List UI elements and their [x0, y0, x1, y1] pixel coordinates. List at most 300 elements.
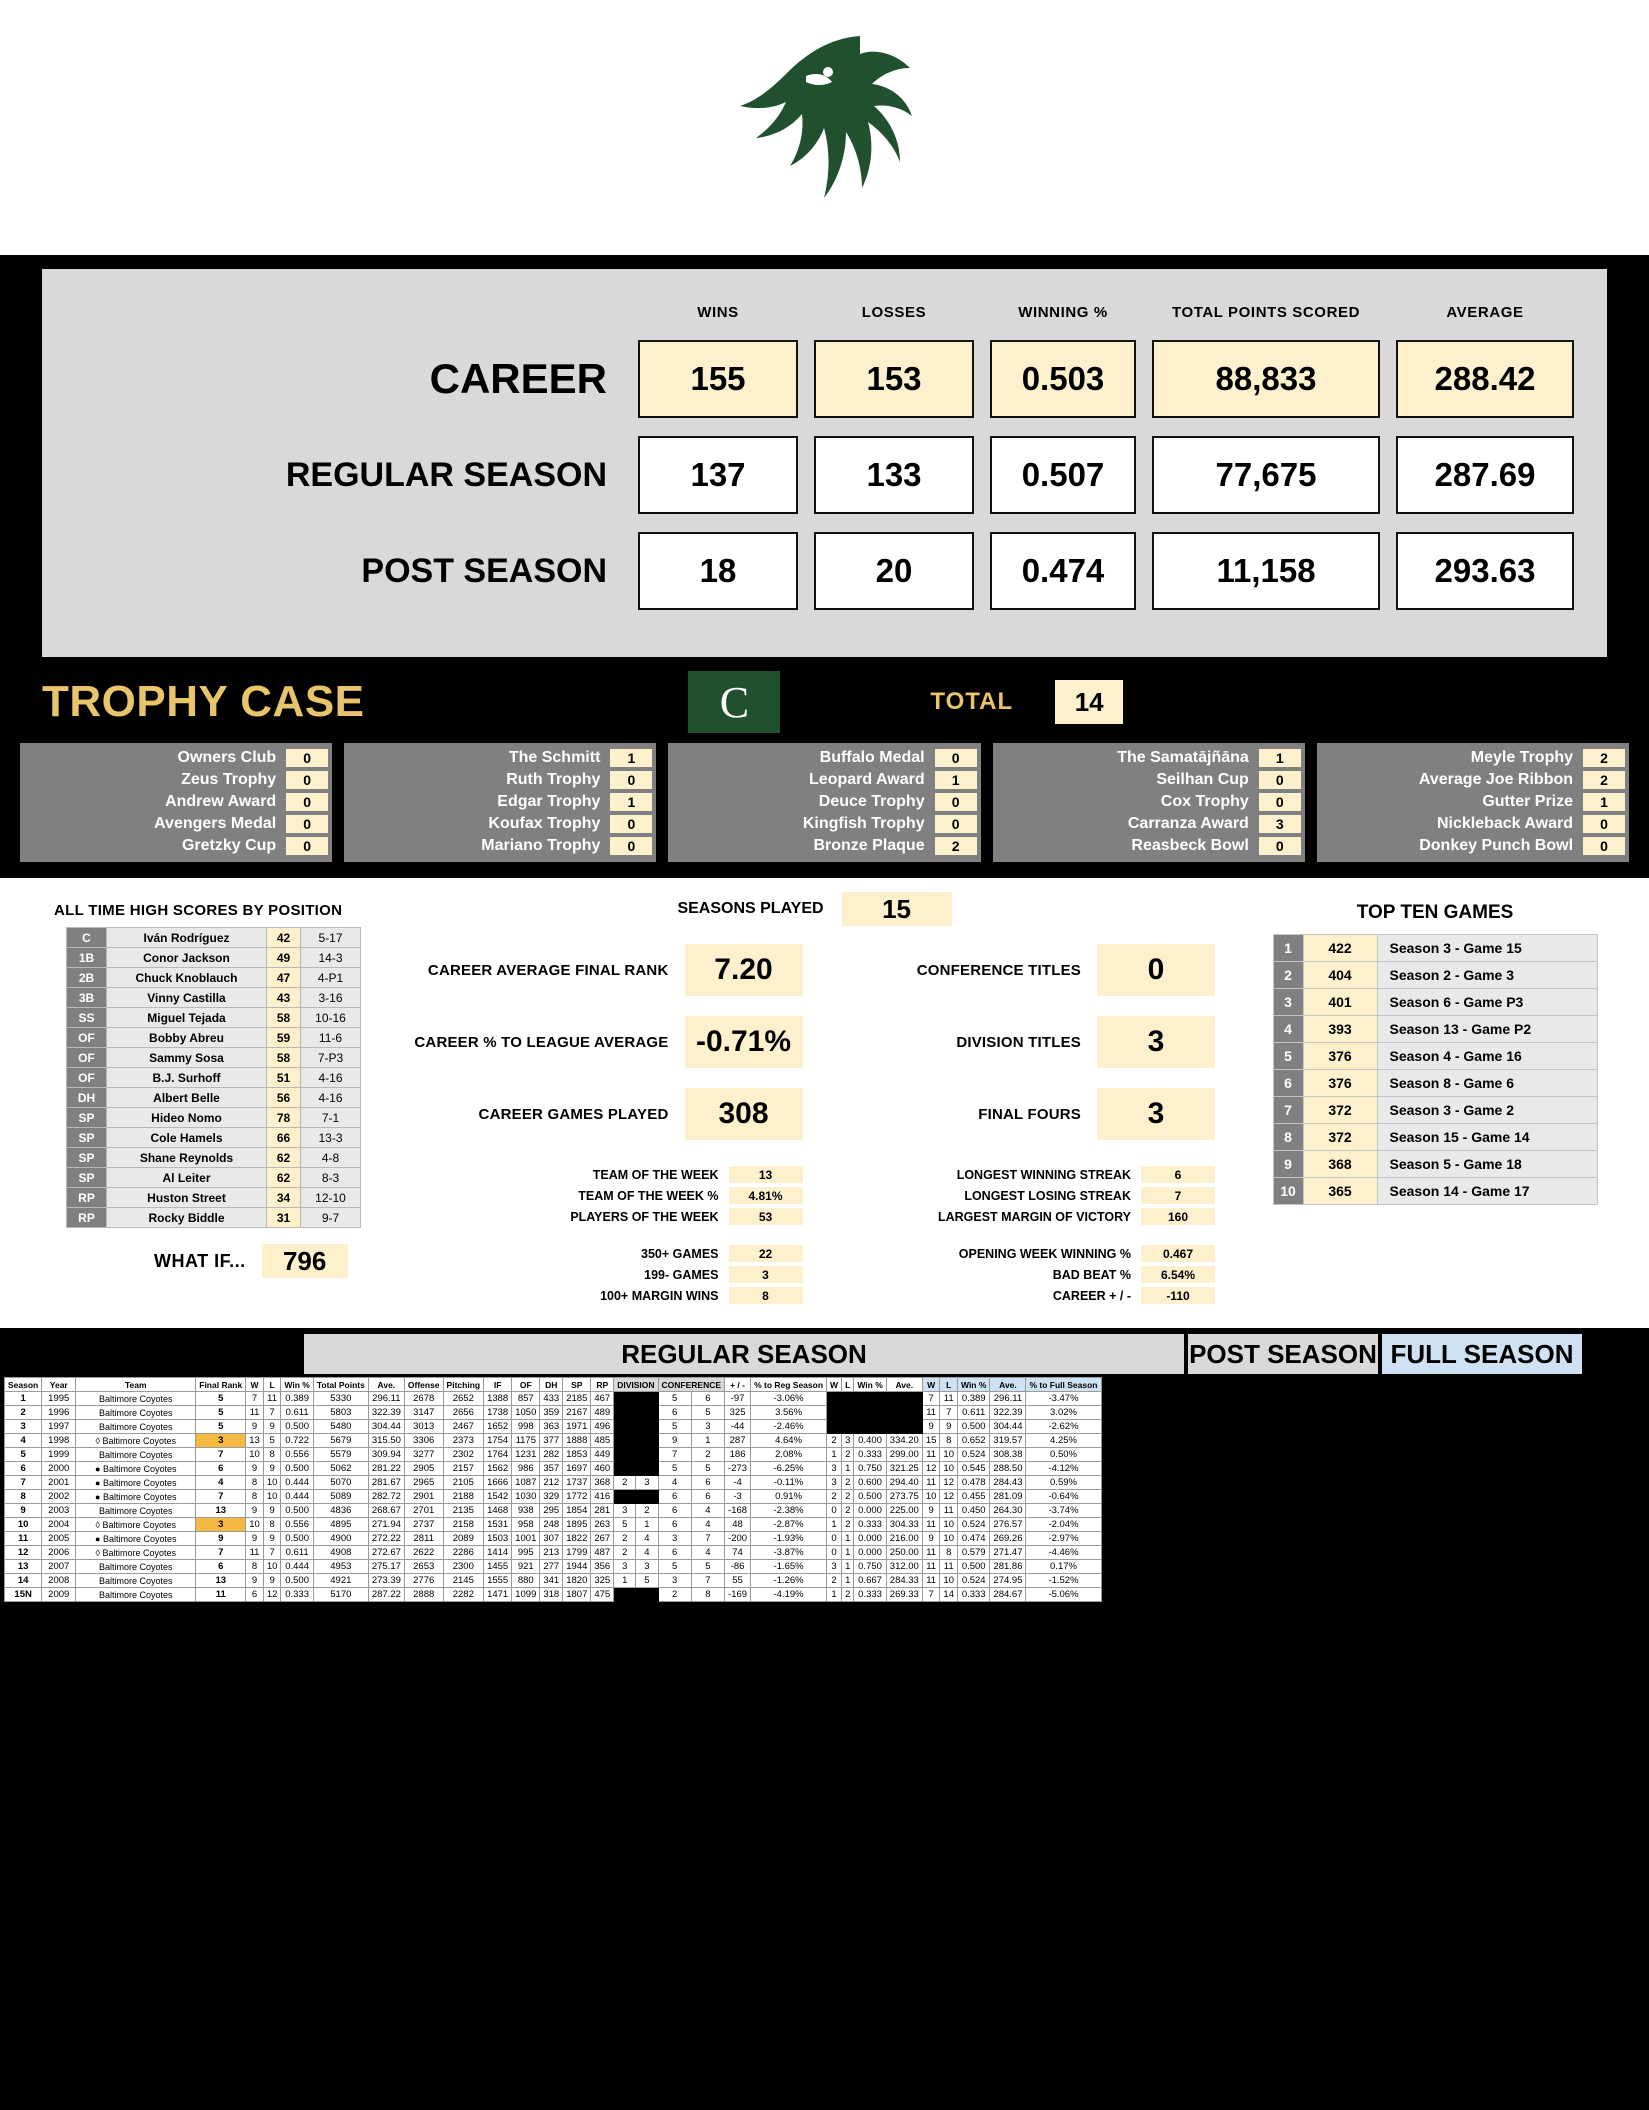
fs-winpct-cell: 0.500: [958, 1560, 990, 1574]
trophy-value: 0: [1583, 815, 1625, 833]
final-rank-cell: 7: [196, 1546, 246, 1560]
sp-cell: 1971: [563, 1420, 591, 1434]
div-losses-cell: [636, 1392, 658, 1406]
conf-wins-cell: 9: [658, 1434, 691, 1448]
div-losses-cell: 4: [636, 1546, 658, 1560]
table-row: [67, 1088, 361, 1108]
player-cell: Rocky Biddle: [107, 1208, 267, 1228]
fs-losses-cell: 12: [940, 1476, 958, 1490]
rank-cell: 9: [1273, 1151, 1303, 1178]
trophy-label: Deuce Trophy: [818, 793, 925, 810]
plus-minus-cell: -44: [725, 1420, 751, 1434]
rank-cell: 5: [1273, 1043, 1303, 1070]
trophy-value: 0: [610, 837, 652, 855]
offense-cell: 3013: [404, 1420, 443, 1434]
sp-cell: 1772: [563, 1490, 591, 1504]
th-rs-ave: Ave.: [368, 1378, 404, 1392]
regular-season-row: [74, 435, 1575, 515]
position-cell: 3B: [67, 988, 107, 1008]
ps-losses-cell: 2: [842, 1476, 854, 1490]
rs-ave-cell: 272.67: [368, 1546, 404, 1560]
mini-label: LONGEST LOSING STREAK: [964, 1188, 1131, 1203]
div-losses-cell: 5: [636, 1574, 658, 1588]
career-average: 288.42: [1396, 340, 1574, 418]
conf-losses-cell: 6: [691, 1490, 724, 1504]
rs-losses-cell: 9: [263, 1420, 281, 1434]
fs-losses-cell: 8: [940, 1434, 958, 1448]
top-ten-table: [1273, 934, 1598, 1205]
year-cell: 2009: [42, 1588, 76, 1602]
rs-wins-cell: 13: [246, 1434, 264, 1448]
trophy-value: 0: [286, 771, 328, 789]
trophy-item: [993, 835, 1305, 857]
rs-winpct-cell: 0.444: [281, 1476, 313, 1490]
dh-cell: 295: [540, 1504, 563, 1518]
ps-losses-cell: 2: [842, 1504, 854, 1518]
table-row: [5, 1476, 1102, 1490]
score-cell: 62: [267, 1168, 301, 1188]
pct-to-full-cell: -2.97%: [1026, 1532, 1101, 1546]
kpi-career-pct-to-league-average: [414, 1016, 803, 1068]
conf-wins-cell: 7: [658, 1448, 691, 1462]
mini-value: 6: [1141, 1166, 1215, 1183]
pct-to-reg-cell: -3.87%: [751, 1546, 827, 1560]
score-cell: 49: [267, 948, 301, 968]
ps-winpct-cell: 0.750: [854, 1462, 886, 1476]
offense-cell: 2776: [404, 1574, 443, 1588]
trophy-item: [668, 791, 980, 813]
rs-total-points-cell: 5062: [313, 1462, 368, 1476]
when-cell: 9-7: [301, 1208, 361, 1228]
mini-label: 100+ MARGIN WINS: [600, 1288, 719, 1303]
season-cell: 6: [5, 1462, 42, 1476]
sp-cell: 1888: [563, 1434, 591, 1448]
div-losses-cell: 3: [636, 1560, 658, 1574]
score-cell: 372: [1303, 1124, 1377, 1151]
pitching-cell: 2300: [443, 1560, 484, 1574]
trophy-item: [344, 813, 656, 835]
fs-ave-cell: 284.67: [990, 1588, 1026, 1602]
of-cell: 938: [512, 1504, 540, 1518]
table-row: [5, 1448, 1102, 1462]
ps-wins-cell: 3: [827, 1462, 842, 1476]
mini-value: 4.81%: [729, 1187, 803, 1204]
fs-losses-cell: 10: [940, 1532, 958, 1546]
conf-losses-cell: 1: [691, 1434, 724, 1448]
table-row: [67, 1188, 361, 1208]
table-row: [5, 1406, 1102, 1420]
when-cell: 3-16: [301, 988, 361, 1008]
post-win-pct: 0.474: [990, 532, 1136, 610]
rank-cell: 8: [1273, 1124, 1303, 1151]
rs-losses-cell: 8: [263, 1448, 281, 1462]
th-team: Team: [76, 1378, 196, 1392]
mini-stat-career-plus-minus: [827, 1287, 1216, 1304]
ps-ave-cell: 269.33: [886, 1588, 922, 1602]
player-cell: Miguel Tejada: [107, 1008, 267, 1028]
final-rank-cell: 11: [196, 1588, 246, 1602]
plus-minus-cell: 48: [725, 1518, 751, 1532]
th-fs-winpct: Win %: [958, 1378, 990, 1392]
trophy-label: Ruth Trophy: [506, 771, 601, 788]
of-cell: 1050: [512, 1406, 540, 1420]
th-pct-to-full: % to Full Season: [1026, 1378, 1101, 1392]
ps-losses-cell: 1: [842, 1560, 854, 1574]
final-rank-cell: 5: [196, 1392, 246, 1406]
kpi-division-titles: [827, 1016, 1216, 1068]
rs-losses-cell: 9: [263, 1532, 281, 1546]
ps-ave-cell: 273.75: [886, 1490, 922, 1504]
mini-value: 160: [1141, 1208, 1215, 1225]
trophy-value: 0: [286, 749, 328, 767]
fs-wins-cell: 12: [922, 1462, 940, 1476]
div-losses-cell: 2: [636, 1504, 658, 1518]
conf-wins-cell: 3: [658, 1532, 691, 1546]
ps-ave-cell: 321.25: [886, 1462, 922, 1476]
rs-winpct-cell: 0.389: [281, 1392, 313, 1406]
div-losses-cell: 3: [636, 1476, 658, 1490]
trophy-value: 2: [1583, 749, 1625, 767]
trophy-label: Cox Trophy: [1160, 793, 1249, 810]
trophy-item: [20, 813, 332, 835]
trophy-label: Leopard Award: [809, 771, 925, 788]
fs-ave-cell: 269.26: [990, 1532, 1026, 1546]
trophy-item: [993, 813, 1305, 835]
score-cell: 422: [1303, 935, 1377, 962]
rs-wins-cell: 11: [246, 1406, 264, 1420]
rs-wins-cell: 7: [246, 1392, 264, 1406]
mini-stats-grid: [414, 1166, 1215, 1304]
trophy-value: 3: [1259, 815, 1301, 833]
score-cell: 42: [267, 928, 301, 948]
pitching-cell: 2373: [443, 1434, 484, 1448]
rs-losses-cell: 9: [263, 1504, 281, 1518]
fs-wins-cell: 11: [922, 1518, 940, 1532]
fs-winpct-cell: 0.545: [958, 1462, 990, 1476]
rank-cell: 2: [1273, 962, 1303, 989]
plus-minus-cell: -273: [725, 1462, 751, 1476]
ps-losses-cell: 2: [842, 1518, 854, 1532]
pitching-cell: 2188: [443, 1490, 484, 1504]
fs-wins-cell: 9: [922, 1532, 940, 1546]
rp-cell: 485: [591, 1434, 614, 1448]
pct-to-full-cell: -3.74%: [1026, 1504, 1101, 1518]
fs-losses-cell: 8: [940, 1546, 958, 1560]
th-dh: DH: [540, 1378, 563, 1392]
rp-cell: 325: [591, 1574, 614, 1588]
sp-cell: 1737: [563, 1476, 591, 1490]
trophy-label: Donkey Punch Bowl: [1419, 837, 1574, 854]
ps-losses-cell: [842, 1420, 854, 1434]
mini-label: TEAM OF THE WEEK: [592, 1167, 719, 1182]
conf-losses-cell: 5: [691, 1406, 724, 1420]
trophy-value: 1: [935, 771, 977, 789]
career-losses: 153: [814, 340, 974, 418]
team-cell: Baltimore Coyotes: [76, 1560, 196, 1574]
year-cell: 1998: [42, 1434, 76, 1448]
team-cell: ● Baltimore Coyotes: [76, 1476, 196, 1490]
sp-cell: 1697: [563, 1462, 591, 1476]
div-wins-cell: 2: [614, 1532, 636, 1546]
table-row: [1273, 1097, 1597, 1124]
table-row: [67, 1148, 361, 1168]
fs-winpct-cell: 0.500: [958, 1420, 990, 1434]
trophy-case-title: TROPHY CASE: [42, 677, 365, 726]
trophy-value: 0: [286, 815, 328, 833]
trophy-value: 0: [935, 815, 977, 833]
team-cell: Baltimore Coyotes: [76, 1504, 196, 1518]
mini-value: 13: [729, 1166, 803, 1183]
mini-stat-opening-week-winning-pct: [827, 1245, 1216, 1262]
of-cell: 958: [512, 1518, 540, 1532]
ps-losses-cell: 3: [842, 1434, 854, 1448]
dh-cell: 377: [540, 1434, 563, 1448]
year-cell: 1999: [42, 1448, 76, 1462]
ps-ave-cell: 250.00: [886, 1546, 922, 1560]
ps-losses-cell: 2: [842, 1448, 854, 1462]
plus-minus-cell: -3: [725, 1490, 751, 1504]
logo-band: [0, 0, 1649, 255]
score-cell: 66: [267, 1128, 301, 1148]
team-cell: Baltimore Coyotes: [76, 1392, 196, 1406]
rp-cell: 368: [591, 1476, 614, 1490]
mini-stat-team-of-the-week: [414, 1166, 803, 1183]
ps-wins-cell: [827, 1406, 842, 1420]
dh-cell: 329: [540, 1490, 563, 1504]
ps-wins-cell: [827, 1420, 842, 1434]
high-scores-title: ALL TIME HIGH SCORES BY POSITION: [54, 902, 343, 919]
trophy-label: Mariano Trophy: [481, 837, 601, 854]
season-history-table: [4, 1377, 1102, 1602]
offense-cell: 2888: [404, 1588, 443, 1602]
ps-winpct-cell: 0.400: [854, 1434, 886, 1448]
ps-winpct-cell: 0.000: [854, 1532, 886, 1546]
pct-to-reg-cell: -4.19%: [751, 1588, 827, 1602]
rs-losses-cell: 7: [263, 1406, 281, 1420]
ps-ave-cell: [886, 1392, 922, 1406]
fs-winpct-cell: 0.524: [958, 1448, 990, 1462]
kpi-value: 308: [685, 1088, 803, 1140]
div-wins-cell: 2: [614, 1476, 636, 1490]
pct-to-full-cell: -4.46%: [1026, 1546, 1101, 1560]
dh-cell: 212: [540, 1476, 563, 1490]
mini-stat-team-of-the-week-pct: [414, 1187, 803, 1204]
fs-losses-cell: 11: [940, 1560, 958, 1574]
rs-wins-cell: 8: [246, 1560, 264, 1574]
ps-ave-cell: [886, 1420, 922, 1434]
kpi-label: CAREER % TO LEAGUE AVERAGE: [414, 1033, 669, 1051]
rs-total-points-cell: 5803: [313, 1406, 368, 1420]
trophy-value: 0: [935, 793, 977, 811]
rp-cell: 460: [591, 1462, 614, 1476]
season-cell: 5: [5, 1448, 42, 1462]
trophy-label: Koufax Trophy: [488, 815, 601, 832]
rp-cell: 475: [591, 1588, 614, 1602]
trophy-label: The Samatājñāna: [1117, 749, 1249, 766]
plus-minus-cell: 55: [725, 1574, 751, 1588]
rs-winpct-cell: 0.556: [281, 1518, 313, 1532]
div-wins-cell: 3: [614, 1504, 636, 1518]
position-cell: OF: [67, 1028, 107, 1048]
rs-total-points-cell: 5330: [313, 1392, 368, 1406]
rp-cell: 281: [591, 1504, 614, 1518]
rs-wins-cell: 10: [246, 1518, 264, 1532]
season-cell: 9: [5, 1504, 42, 1518]
ps-ave-cell: 304.33: [886, 1518, 922, 1532]
pct-to-reg-cell: -1.26%: [751, 1574, 827, 1588]
score-cell: 47: [267, 968, 301, 988]
ps-wins-cell: 3: [827, 1476, 842, 1490]
trophy-label: Meyle Trophy: [1470, 749, 1574, 766]
final-rank-cell: 5: [196, 1406, 246, 1420]
when-cell: 12-10: [301, 1188, 361, 1208]
col-header-wins: WINS: [697, 304, 739, 321]
fs-wins-cell: 11: [922, 1448, 940, 1462]
pct-to-full-cell: 0.17%: [1026, 1560, 1101, 1574]
trophy-item: [20, 835, 332, 857]
when-cell: 14-3: [301, 948, 361, 968]
mini-value: 6.54%: [1141, 1266, 1215, 1283]
pct-to-full-cell: -2.62%: [1026, 1420, 1101, 1434]
final-rank-cell: 7: [196, 1490, 246, 1504]
fs-ave-cell: 304.44: [990, 1420, 1026, 1434]
mini-label: LARGEST MARGIN OF VICTORY: [937, 1209, 1131, 1224]
dh-cell: 282: [540, 1448, 563, 1462]
ps-losses-cell: 1: [842, 1532, 854, 1546]
mini-label: OPENING WEEK WINNING %: [958, 1246, 1131, 1261]
col-header-total-points: TOTAL POINTS SCORED: [1171, 304, 1361, 321]
team-cell: Baltimore Coyotes: [76, 1420, 196, 1434]
rs-losses-cell: 10: [263, 1476, 281, 1490]
conf-wins-cell: 2: [658, 1588, 691, 1602]
mini-label: TEAM OF THE WEEK %: [578, 1188, 719, 1203]
ps-wins-cell: [827, 1392, 842, 1406]
when-cell: 4-16: [301, 1068, 361, 1088]
trophy-item: [344, 747, 656, 769]
when-cell: 4-P1: [301, 968, 361, 988]
rs-total-points-cell: 4921: [313, 1574, 368, 1588]
fs-wins-cell: 11: [922, 1546, 940, 1560]
pct-to-reg-cell: 2.08%: [751, 1448, 827, 1462]
offense-cell: 3147: [404, 1406, 443, 1420]
trophy-label: Gretzky Cup: [181, 837, 277, 854]
score-cell: 31: [267, 1208, 301, 1228]
dh-cell: 363: [540, 1420, 563, 1434]
rs-losses-cell: 5: [263, 1434, 281, 1448]
offense-cell: 2653: [404, 1560, 443, 1574]
pitching-cell: 2157: [443, 1462, 484, 1476]
rs-losses-cell: 9: [263, 1574, 281, 1588]
div-wins-cell: 5: [614, 1518, 636, 1532]
rp-cell: 496: [591, 1420, 614, 1434]
fs-wins-cell: 9: [922, 1504, 940, 1518]
trophy-value: 0: [935, 749, 977, 767]
team-cell: ◊ Baltimore Coyotes: [76, 1434, 196, 1448]
game-cell: Season 6 - Game P3: [1377, 989, 1597, 1016]
table-row: [67, 1008, 361, 1028]
rs-total-points-cell: 5679: [313, 1434, 368, 1448]
top-ten-panel: [1235, 892, 1635, 1304]
season-cell: 10: [5, 1518, 42, 1532]
trophy-label: Carranza Award: [1127, 815, 1249, 832]
year-cell: 2007: [42, 1560, 76, 1574]
mini-value: 53: [729, 1208, 803, 1225]
rs-winpct-cell: 0.500: [281, 1420, 313, 1434]
fs-losses-cell: 10: [940, 1448, 958, 1462]
fs-losses-cell: 7: [940, 1406, 958, 1420]
career-row-label: CAREER: [429, 355, 607, 402]
player-cell: Al Leiter: [107, 1168, 267, 1188]
kpi-label: CAREER GAMES PLAYED: [478, 1105, 669, 1123]
seasons-played-label: SEASONS PLAYED: [677, 900, 824, 917]
table-row: [1273, 989, 1597, 1016]
trophy-column-4: [993, 743, 1305, 862]
game-cell: Season 4 - Game 16: [1377, 1043, 1597, 1070]
conf-wins-cell: 5: [658, 1392, 691, 1406]
year-cell: 2008: [42, 1574, 76, 1588]
player-cell: Cole Hamels: [107, 1128, 267, 1148]
fs-winpct-cell: 0.474: [958, 1532, 990, 1546]
pct-to-full-cell: 0.59%: [1026, 1476, 1101, 1490]
score-cell: 404: [1303, 962, 1377, 989]
th-division: DIVISION: [614, 1378, 658, 1392]
table-row: [5, 1434, 1102, 1448]
position-cell: C: [67, 928, 107, 948]
table-row: [1273, 1016, 1597, 1043]
rs-wins-cell: 9: [246, 1462, 264, 1476]
kpi-label: CAREER AVERAGE FINAL RANK: [427, 961, 669, 979]
trophy-item: [1317, 835, 1629, 857]
trophy-label: Owners Club: [177, 749, 277, 766]
what-if-label: WHAT IF...: [154, 1250, 246, 1271]
season-history-section: [0, 1328, 1649, 1620]
player-cell: Vinny Castilla: [107, 988, 267, 1008]
mini-stat-199-minus-games: [414, 1266, 803, 1283]
fs-wins-cell: 15: [922, 1434, 940, 1448]
band-full-season: FULL SEASON: [1382, 1334, 1582, 1374]
pct-to-full-cell: -3.47%: [1026, 1392, 1101, 1406]
fs-ave-cell: 322.39: [990, 1406, 1026, 1420]
trophy-value: 0: [1583, 837, 1625, 855]
final-rank-cell: 4: [196, 1476, 246, 1490]
trophy-value: 2: [1583, 771, 1625, 789]
conf-wins-cell: 5: [658, 1462, 691, 1476]
rs-winpct-cell: 0.556: [281, 1448, 313, 1462]
if-cell: 1414: [484, 1546, 512, 1560]
score-cell: 62: [267, 1148, 301, 1168]
mini-label: CAREER + / -: [1052, 1288, 1131, 1303]
pitching-cell: 2652: [443, 1392, 484, 1406]
rs-losses-cell: 8: [263, 1518, 281, 1532]
conf-losses-cell: 7: [691, 1574, 724, 1588]
th-pitching: Pitching: [443, 1378, 484, 1392]
of-cell: 921: [512, 1560, 540, 1574]
pct-to-full-cell: -5.06%: [1026, 1588, 1101, 1602]
fs-wins-cell: 7: [922, 1588, 940, 1602]
final-rank-cell: 6: [196, 1462, 246, 1476]
mini-value: 3: [729, 1266, 803, 1283]
if-cell: 1455: [484, 1560, 512, 1574]
rs-ave-cell: 315.50: [368, 1434, 404, 1448]
rs-wins-cell: 9: [246, 1504, 264, 1518]
rs-ave-cell: 296.11: [368, 1392, 404, 1406]
rs-losses-cell: 10: [263, 1490, 281, 1504]
th-rs-total-points: Total Points: [313, 1378, 368, 1392]
rs-total-points-cell: 4953: [313, 1560, 368, 1574]
trophy-label: Edgar Trophy: [497, 793, 601, 810]
kpi-label: CONFERENCE TITLES: [916, 961, 1081, 979]
conf-losses-cell: 2: [691, 1448, 724, 1462]
